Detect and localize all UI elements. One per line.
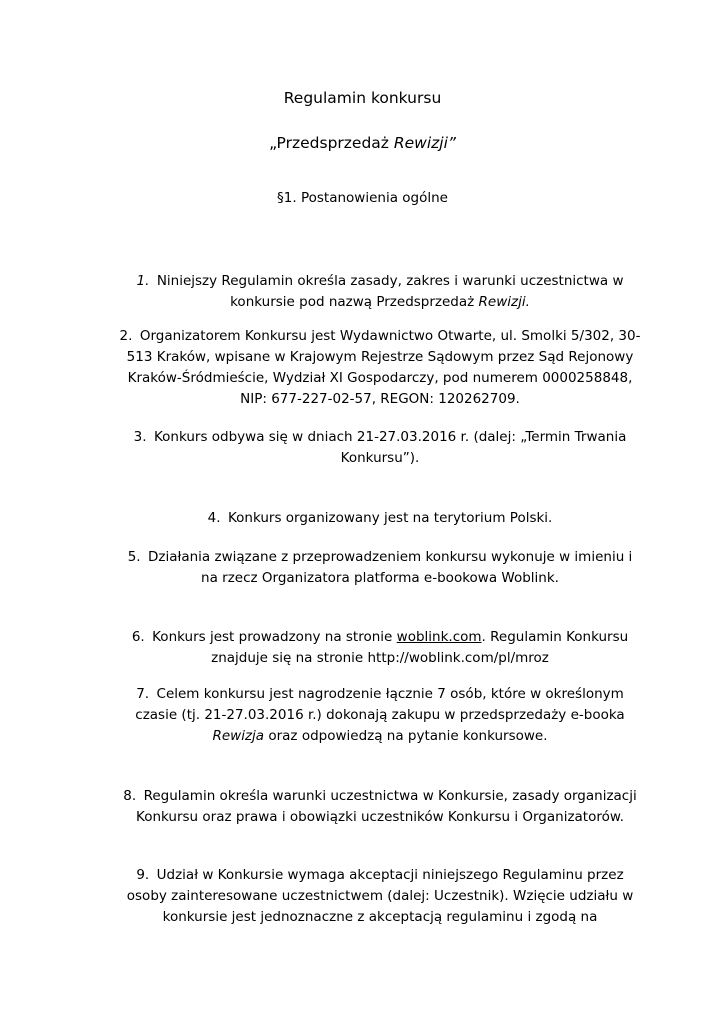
section-heading: [0, 190, 725, 206]
item-7-number: 7.: [136, 686, 150, 702]
item-6-text-pre: Konkurs jest prowadzony na stronie: [152, 629, 397, 645]
item-7-line-2: czasie (tj. 21-27.03.2016 r.) dokonają zakupu w przedsprzedaży e-booka: [135, 707, 625, 723]
regulation-item-4: [100, 508, 660, 529]
regulation-item-7: [100, 684, 660, 747]
item-9-line-3: konkursie jest jednoznaczne z akceptacją regulaminu i zgodą na: [162, 909, 598, 925]
regulation-item-9: [100, 865, 660, 928]
item-9-number: 9.: [136, 867, 150, 883]
item-5-number: 5.: [127, 549, 141, 565]
regulation-item-6: [100, 627, 660, 669]
item-1-line-2: [100, 292, 660, 313]
item-2-line-3: Kraków-Śródmieście, Wydział XI Gospodarczy, pod numerem 0000258848,: [127, 370, 633, 386]
item-8-text-1: Regulamin określa warunki uczestnictwa w Konkursie, zasady organizacji: [143, 788, 637, 804]
item-1-text-1: Niniejszy Regulamin określa zasady, zakres i warunki uczestnictwa w: [156, 273, 624, 289]
subtitle-italic: Rewizji: [393, 134, 448, 152]
item-6-line-2: znajduje się na stronie http://woblink.com/pl/mroz: [211, 650, 549, 666]
item-8-number: 8.: [123, 788, 137, 804]
item-5-line-2: na rzecz Organizatora platforma e-bookowa Woblink.: [201, 570, 559, 586]
item-1-line-1: [100, 271, 660, 292]
item-1-number: 1.: [136, 273, 150, 289]
subtitle-prefix: „Przedsprzedaż: [269, 134, 394, 152]
item-7-line-1: [100, 684, 660, 705]
regulation-item-2: [100, 326, 660, 410]
regulation-item-8: [100, 786, 660, 828]
item-1-text-2: konkursie pod nazwą Przedsprzedaż: [230, 294, 479, 310]
item-8-line-2: Konkursu oraz prawa i obowiązki uczestników Konkursu i Organizatorów.: [136, 809, 624, 825]
item-3-text-1: Konkurs odbywa się w dniach 21-27.03.2016 r. (dalej: „Termin Trwania: [153, 429, 627, 445]
item-2-line-1: [100, 326, 660, 347]
regulation-item-5: [100, 547, 660, 589]
document-title: [0, 89, 725, 107]
document-title-text: Regulamin konkursu: [283, 89, 442, 107]
item-6-text-post: . Regulamin Konkursu: [481, 629, 629, 645]
item-8-line-1: [100, 786, 660, 807]
item-5-text-1: Działania związane z przeprowadzeniem konkursu wykonuje w imieniu i: [148, 549, 633, 565]
item-7-text-3: oraz odpowiedzą na pytanie konkursowe.: [264, 728, 548, 744]
item-9-text-1: Udział w Konkursie wymaga akceptacji niniejszego Regulaminu przez: [156, 867, 624, 883]
item-2-line-4: NIP: 677-227-02-57, REGON: 120262709.: [240, 391, 520, 407]
item-2-line-2: 513 Kraków, wpisane w Krajowym Rejestrze Sądowym przez Sąd Rejonowy: [126, 349, 634, 365]
subtitle-suffix: ”: [447, 134, 456, 152]
item-3-line-2: Konkursu”).: [340, 450, 420, 466]
item-3-number: 3.: [133, 429, 147, 445]
item-6-number: 6.: [131, 629, 145, 645]
document-subtitle: [0, 134, 725, 152]
section-heading-text: §1. Postanowienia ogólne: [277, 190, 448, 206]
item-9-line-1: [100, 865, 660, 886]
item-6-line-1: [100, 627, 660, 648]
item-4-number: 4.: [207, 510, 221, 526]
item-2-text-1: Organizatorem Konkursu jest Wydawnictwo Otwarte, ul. Smolki 5/302, 30-: [139, 328, 641, 344]
item-5-line-1: [100, 547, 660, 568]
item-4-line-1: [100, 508, 660, 529]
regulation-item-1: [100, 271, 660, 313]
item-2-number: 2.: [119, 328, 133, 344]
woblink-link[interactable]: woblink.com: [396, 629, 482, 645]
item-7-text-1: Celem konkursu jest nagrodzenie łącznie 7 osób, które w określonym: [156, 686, 624, 702]
item-9-line-2: osoby zainteresowane uczestnictwem (dalej: Uczestnik). Wzięcie udziału w: [126, 888, 634, 904]
item-7-line-3: [100, 726, 660, 747]
regulation-item-3: [100, 427, 660, 469]
item-3-line-1: [100, 427, 660, 448]
item-1-italic: Rewizji.: [478, 294, 530, 310]
item-7-italic: Rewizja: [212, 728, 265, 744]
item-4-text-1: Konkurs organizowany jest na terytorium Polski.: [227, 510, 553, 526]
